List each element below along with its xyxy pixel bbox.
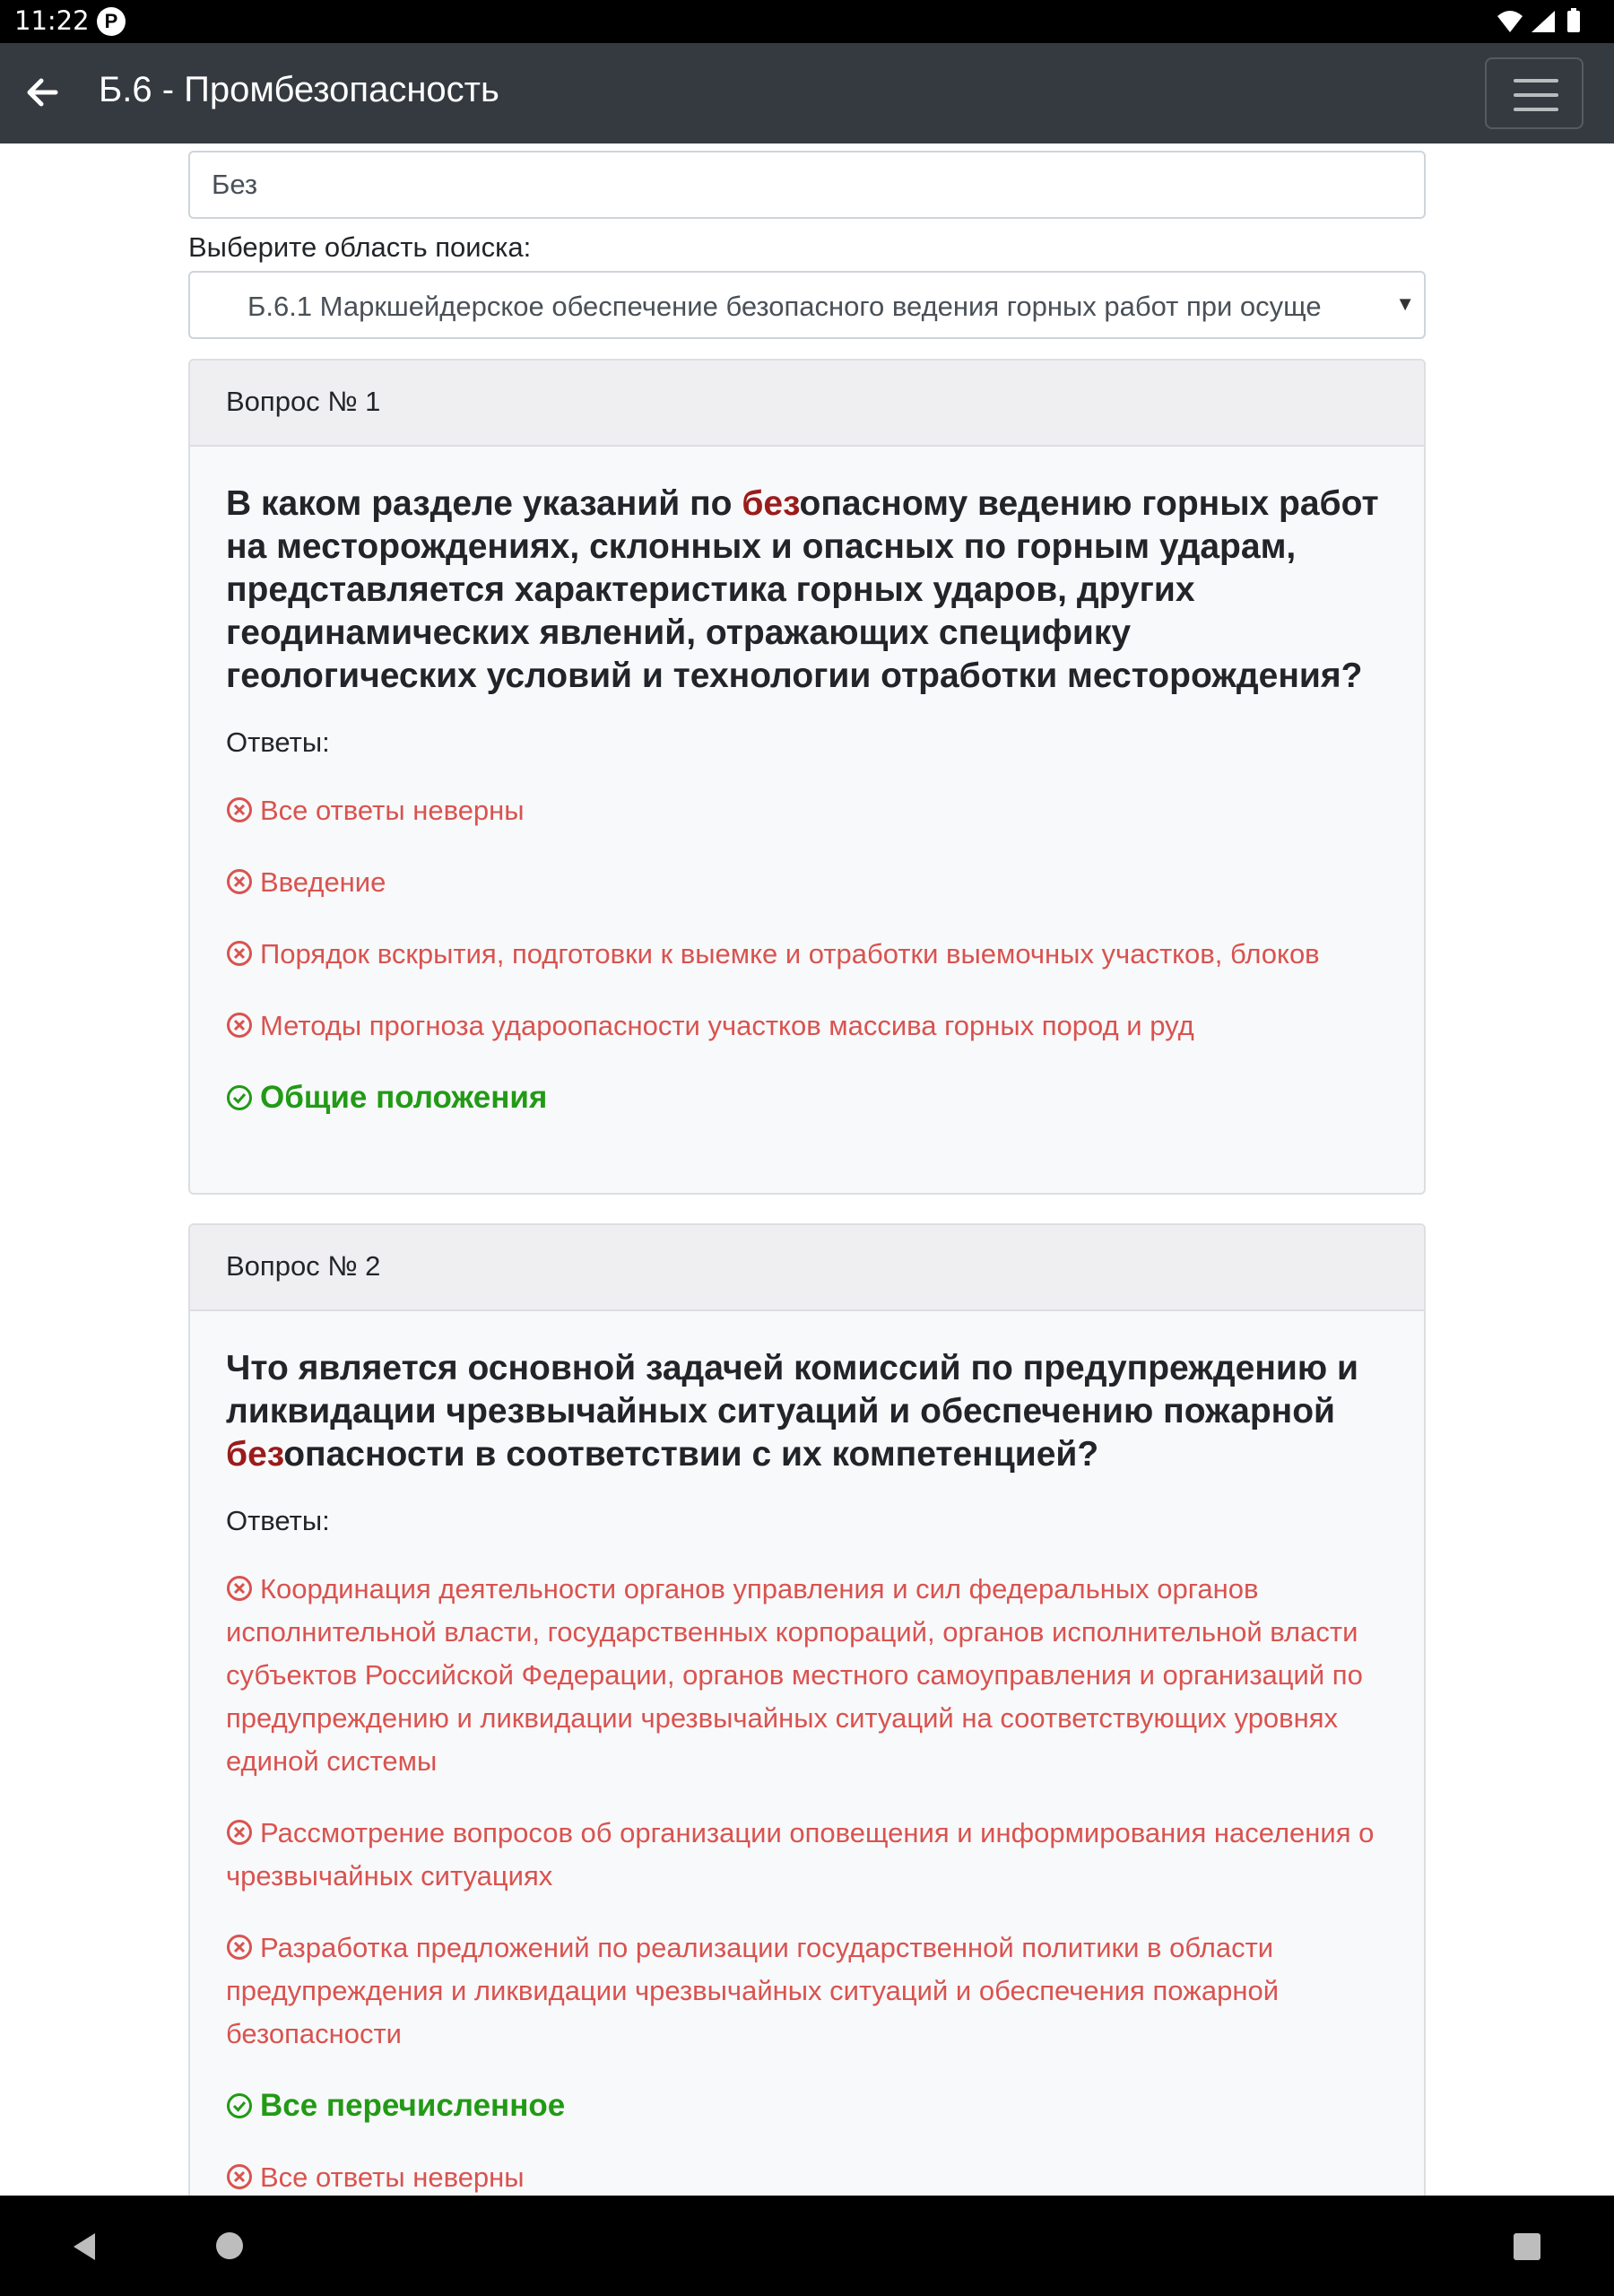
question-text-part: В каком разделе указаний по xyxy=(226,484,742,523)
question-header: Вопрос № 1 xyxy=(190,361,1424,447)
app-notification-icon: P xyxy=(97,7,126,36)
answer-text: Методы прогноза удароопасности участков массива горных пород и руд xyxy=(260,1010,1194,1041)
answer-text: Введение xyxy=(260,866,386,898)
wrong-answer-icon xyxy=(226,2163,253,2190)
nav-home-icon[interactable] xyxy=(215,2231,244,2260)
menu-button[interactable] xyxy=(1485,57,1584,129)
status-time: 11:22 xyxy=(14,5,90,36)
scope-label: Выберите область поиска: xyxy=(188,231,532,263)
wrong-answer-icon xyxy=(226,1934,253,1961)
answers-label: Ответы: xyxy=(226,726,330,758)
answer-item-correct xyxy=(226,2084,1388,2127)
answer-text: Все ответы неверны xyxy=(260,2161,525,2193)
answer-item xyxy=(226,1568,1388,1783)
answer-text: Разработка предложений по реализации государственной политики в области предупреждения и ликвидации чрезвычайных ситуаций и обеспечения пожарной безопасности xyxy=(226,1932,1280,2049)
scope-select[interactable] xyxy=(188,271,1426,339)
hamburger-bar xyxy=(1514,93,1558,97)
search-highlight: без xyxy=(742,484,800,523)
correct-answer-icon xyxy=(226,2092,253,2119)
wrong-answer-icon xyxy=(226,940,253,967)
answer-text: Общие положения xyxy=(260,1080,548,1115)
search-input[interactable] xyxy=(188,151,1426,219)
signal-icon xyxy=(1532,11,1555,32)
question-text xyxy=(226,1347,1388,1476)
wrong-answer-icon xyxy=(226,1012,253,1039)
battery-icon xyxy=(1567,11,1580,32)
scope-selected-value: Б.6.1 Маркшейдерское обеспечение безопасного ведения горных работ при осуще xyxy=(247,291,1322,322)
system-nav-bar xyxy=(0,2196,1614,2296)
page-title: Б.6 - Промбезопасность xyxy=(99,70,499,109)
search-highlight: без xyxy=(226,1435,284,1474)
correct-answer-icon xyxy=(226,1084,253,1111)
status-bar xyxy=(0,0,1614,43)
answer-item xyxy=(226,1812,1388,1898)
back-arrow-icon[interactable] xyxy=(20,70,65,115)
answer-text: Рассмотрение вопросов об организации оповещения и информирования населения о чрезвычайных ситуациях xyxy=(226,1817,1375,1892)
question-text xyxy=(226,483,1388,698)
answer-text: Координация деятельности органов управления и сил федеральных органов исполнительной власти, государственных корпораций, органов исполнительной власти субъектов Российской Федерации, органов местного самоуправления и организаций по предупреждению и ликвидации чрезвычайных ситуаций на соответствующих уровнях единой системы xyxy=(226,1573,1363,1777)
nav-recents-icon[interactable] xyxy=(1514,2233,1540,2260)
answer-item xyxy=(226,2156,1388,2199)
wrong-answer-icon xyxy=(226,1819,253,1846)
question-card-2 xyxy=(188,1223,1426,2228)
question-text-part: опасному ведению горных работ на месторождениях, склонных и опасных по горным ударам, представляется характеристика горных ударов, других геодинамических явлений, отражающих специфику геологических условий и технологии отработки месторождения? xyxy=(226,484,1379,695)
question-text-part: опасности в соответствии с их компетенцией? xyxy=(283,1435,1099,1474)
answer-item xyxy=(226,1004,1388,1048)
wrong-answer-icon xyxy=(226,1575,253,1602)
answer-text: Все перечисленное xyxy=(260,2088,566,2123)
answer-text: Порядок вскрытия, подготовки к выемке и отработки выемочных участков, блоков xyxy=(260,938,1320,970)
answer-item xyxy=(226,861,1388,904)
hamburger-bar xyxy=(1514,108,1558,111)
question-card-1 xyxy=(188,359,1426,1195)
wrong-answer-icon xyxy=(226,796,253,823)
answer-item xyxy=(226,1926,1388,2056)
wrong-answer-icon xyxy=(226,868,253,895)
answer-text: Все ответы неверны xyxy=(260,795,525,826)
question-text-part: Что является основной задачей комиссий по предупреждению и ликвидации чрезвычайных ситуаций и обеспечению пожарной xyxy=(226,1349,1358,1431)
hamburger-icon xyxy=(1514,79,1558,83)
answer-item xyxy=(226,933,1388,976)
status-icons xyxy=(1492,7,1600,36)
answer-item-correct xyxy=(226,1076,1388,1119)
nav-back-icon[interactable] xyxy=(70,2231,100,2262)
question-header: Вопрос № 2 xyxy=(190,1225,1424,1311)
answers-label: Ответы: xyxy=(226,1505,330,1536)
caret-down-icon: ▼ xyxy=(1395,292,1415,315)
answer-item xyxy=(226,789,1388,832)
wifi-icon xyxy=(1497,11,1523,32)
app-bar xyxy=(0,43,1614,144)
